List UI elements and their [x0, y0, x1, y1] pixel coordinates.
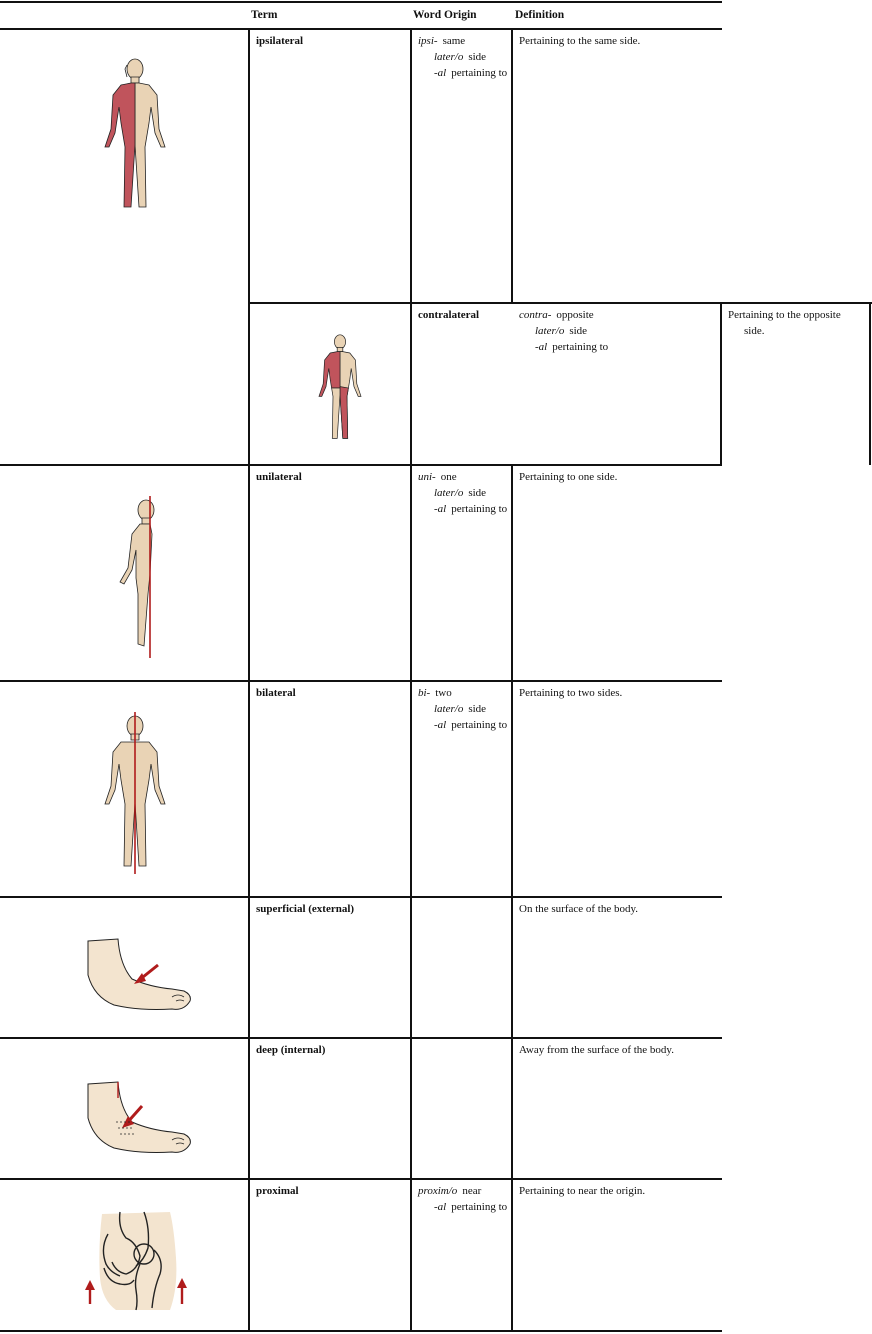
origin-part: -al	[434, 503, 447, 515]
table-top-border	[0, 1, 722, 3]
origin-part: proxim/o	[418, 1185, 458, 1197]
header-bottom-border	[0, 28, 722, 30]
row-divider	[0, 680, 722, 682]
origin-meaning: pertaining to	[451, 503, 508, 515]
definition-ipsilateral: Pertaining to the same side.	[519, 35, 641, 47]
row-divider	[248, 302, 872, 304]
body-unilateral-icon	[110, 494, 170, 660]
term-unilateral: unilateral	[256, 471, 302, 483]
origin-part: contra-	[519, 309, 552, 321]
header-term: Term	[251, 9, 278, 21]
row-divider	[0, 1178, 722, 1180]
definition-deep: Away from the surface of the body.	[519, 1044, 674, 1056]
origin-part: uni-	[418, 471, 436, 483]
hip-proximal-icon	[80, 1208, 196, 1314]
origin-part: later/o	[434, 487, 464, 499]
definition-line: Pertaining to the opposite	[728, 309, 841, 321]
col-divider	[511, 28, 513, 303]
term-proximal: proximal	[256, 1185, 299, 1197]
col-divider	[511, 464, 513, 1331]
term-deep: deep (internal)	[256, 1044, 326, 1056]
origin-meaning: pertaining to	[451, 719, 508, 731]
origin-part: -al	[434, 67, 447, 79]
origin-part: ipsi-	[418, 35, 438, 47]
col-divider	[869, 302, 871, 465]
definition-contralateral	[728, 307, 868, 339]
origin-meaning: near	[462, 1185, 482, 1197]
origin-meaning: side	[468, 487, 487, 499]
origin-meaning: same	[442, 35, 466, 47]
term-ipsilateral: ipsilateral	[256, 35, 304, 47]
origin-meaning: pertaining to	[451, 1201, 508, 1213]
row-divider	[0, 1037, 722, 1039]
header-word-origin: Word Origin	[413, 9, 477, 21]
origin-part: -al	[434, 1201, 447, 1213]
origin-part: later/o	[434, 51, 464, 63]
row-divider	[0, 896, 722, 898]
definition-line: side.	[744, 325, 765, 337]
term-superficial: superficial (external)	[256, 903, 355, 915]
origin-meaning: side	[468, 703, 487, 715]
origin-meaning: two	[435, 687, 452, 699]
arm-superficial-icon	[80, 935, 196, 1019]
definition-superficial: On the surface of the body.	[519, 903, 639, 915]
col-divider	[410, 28, 412, 1331]
origin-ipsilateral	[418, 33, 508, 81]
header-definition: Definition	[515, 9, 565, 21]
origin-part: later/o	[535, 325, 565, 337]
definition-bilateral: Pertaining to two sides.	[519, 687, 623, 699]
term-bilateral: bilateral	[256, 687, 296, 699]
origin-unilateral	[418, 469, 508, 517]
origin-contralateral	[519, 307, 719, 355]
origin-part: bi-	[418, 687, 431, 699]
col-divider	[720, 302, 722, 465]
arm-deep-icon	[80, 1078, 196, 1162]
col-divider	[248, 28, 250, 1331]
origin-meaning: pertaining to	[451, 67, 508, 79]
body-contralateral-icon	[312, 330, 368, 446]
definition-unilateral: Pertaining to one side.	[519, 471, 618, 483]
body-ipsilateral-icon	[95, 55, 175, 215]
origin-proximal	[418, 1183, 508, 1215]
origin-bilateral	[418, 685, 508, 733]
origin-part: -al	[434, 719, 447, 731]
table-bottom-border	[0, 1330, 722, 1332]
origin-meaning: side	[468, 51, 487, 63]
row-divider	[0, 464, 722, 466]
origin-meaning: opposite	[556, 309, 594, 321]
origin-part: later/o	[434, 703, 464, 715]
origin-meaning: pertaining to	[552, 341, 609, 353]
origin-part: -al	[535, 341, 548, 353]
definition-proximal: Pertaining to near the origin.	[519, 1185, 646, 1197]
body-bilateral-icon	[95, 710, 175, 876]
origin-meaning: one	[440, 471, 457, 483]
origin-meaning: side	[569, 325, 588, 337]
term-contralateral: contralateral	[418, 309, 480, 321]
